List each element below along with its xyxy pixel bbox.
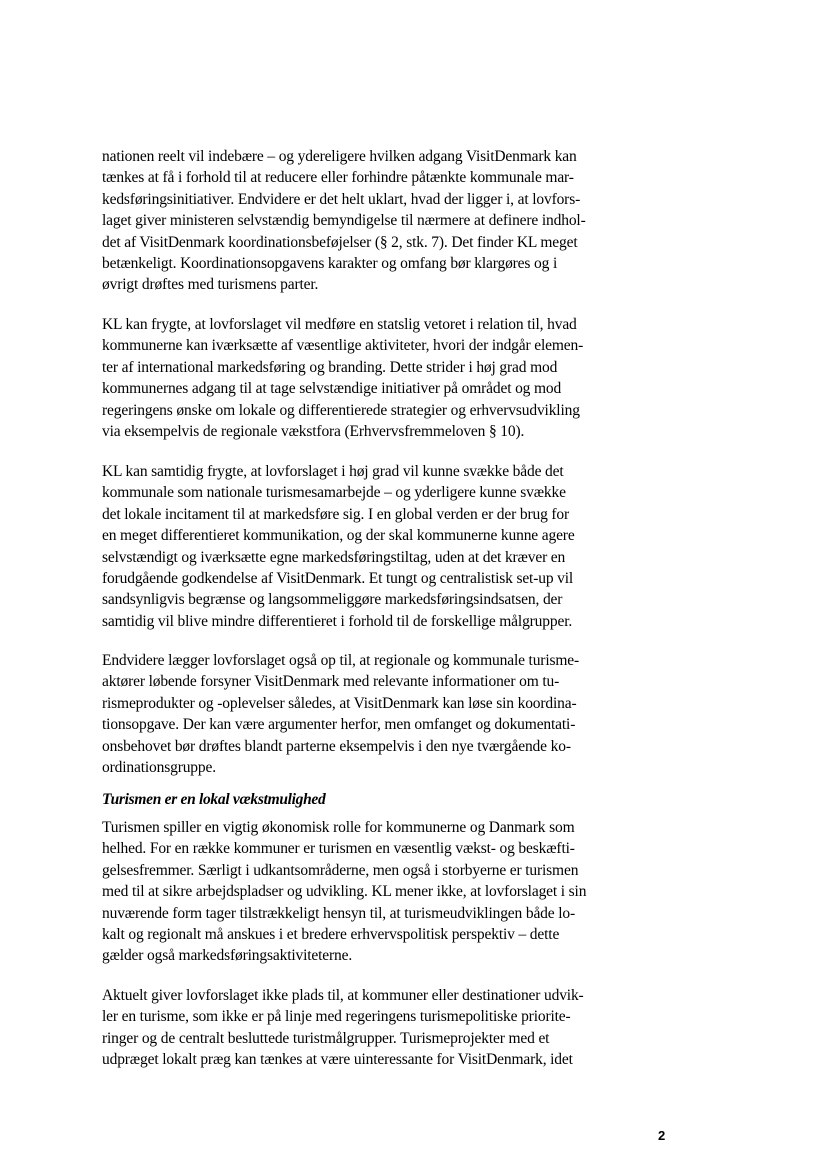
section-heading: Turismen er en lokal vækstmulighed — [102, 791, 326, 808]
text-line: via eksempelvis de regionale vækstfora (Erhvervsfremmeloven § 10). — [102, 423, 525, 441]
text-line: ler en turisme, som ikke er på linje med regeringens turismepolitiske priorite- — [102, 1008, 571, 1026]
text-line: øvrigt drøftes med turismens parter. — [102, 276, 319, 294]
text-line: KL kan frygte, at lovforslaget vil medføre en statslig vetoret i relation til, hvad — [102, 316, 577, 333]
text-line: en meget differentieret kommunikation, og der skal kommunerne kunne agere — [102, 527, 575, 545]
text-line: KL kan samtidig frygte, at lovforslaget i høj grad vil kunne svække både det — [102, 463, 564, 480]
text-line: kommunernes adgang til at tage selvstændige initiativer på området og mod — [102, 380, 562, 398]
paragraph-5 — [102, 817, 642, 967]
paragraph-1 — [102, 146, 642, 296]
text-line: kommunerne kan iværksætte af væsentlige aktiviteter, hvori der indgår elemen- — [102, 337, 584, 355]
text-line: regeringens ønske om lokale og differentierede strategier og erhvervsudvikling — [102, 401, 580, 419]
text-line: ringer og de centralt besluttede turistmålgrupper. Turismeprojekter med et — [102, 1029, 550, 1047]
text-line: nationen reelt vil indebære – og ydereligere hvilken adgang VisitDenmark kan — [102, 148, 577, 165]
text-line: kalt og regionalt må anskues i et bredere erhvervspolitisk perspektiv – dette — [102, 926, 560, 944]
paragraph-6 — [102, 985, 642, 1071]
paragraph-2 — [102, 314, 642, 442]
text-line: Aktuelt giver lovforslaget ikke plads til, at kommuner eller destinationer udvik- — [102, 987, 584, 1004]
text-line: gelsesfremmer. Særligt i udkantsområderne, men også i storbyerne er turismen — [102, 861, 579, 879]
text-line: tionsopgave. Der kan være argumenter herfor, men omfanget og dokumentati- — [102, 716, 576, 734]
text-line: sandsynligvis begrænse og langsommeliggøre markedsføringsindsatsen, der — [102, 591, 563, 609]
text-line: helhed. For en række kommuner er turismen en væsentlig vækst- og beskæfti- — [102, 840, 575, 858]
text-line: kommunale som nationale turismesamarbejde – og yderligere kunne svække — [102, 484, 566, 502]
page-number: 2 — [658, 1128, 666, 1143]
text-line: aktører løbende forsyner VisitDenmark med relevante informationer om tu- — [102, 673, 560, 691]
text-line: kedsføringsinitiativer. Endvidere er det helt uklart, hvad der ligger i, at lovfors- — [102, 190, 581, 208]
text-line: med til at sikre arbejdspladser og udvikling. KL mener ikke, at lovforslaget i sin — [102, 883, 587, 901]
text-line: Turismen spiller en vigtig økonomisk rolle for kommunerne og Danmark som — [102, 819, 575, 836]
paragraph-3 — [102, 461, 642, 632]
text-line: tænkes at få i forhold til at reducere eller forhindre påtænkte kommunale mar- — [102, 169, 574, 187]
text-line: selvstændigt og iværksætte egne markedsføringstiltag, uden at det kræver en — [102, 548, 566, 566]
text-line: rismeprodukter og -oplevelser således, at VisitDenmark kan løse sin koordina- — [102, 694, 577, 712]
paragraph-4 — [102, 650, 642, 778]
text-line: ordinationsgruppe. — [102, 759, 216, 777]
text-line: ter af international markedsføring og branding. Dette strider i høj grad mod — [102, 358, 558, 376]
text-line: gælder også markedsføringsaktiviteterne. — [102, 947, 353, 965]
text-line: det af VisitDenmark koordinationsbeføjelser (§ 2, stk. 7). Det finder KL meget — [102, 233, 578, 251]
text-line: forudgående godkendelse af VisitDenmark. Et tungt og centralistisk set-up vil — [102, 570, 574, 588]
text-line: det lokale incitament til at markedsføre sig. I en global verden er der brug for — [102, 505, 570, 523]
text-line: onsbehovet bør drøftes blandt parterne eksempelvis i den nye tværgående ko- — [102, 737, 571, 755]
text-line: laget giver ministeren selvstændig bemyndigelse til nærmere at definere indhol- — [102, 212, 586, 230]
text-line: udpræget lokalt præg kan tænkes at være uinteressante for VisitDenmark, idet — [102, 1051, 573, 1069]
text-line: samtidig vil blive mindre differentieret i forhold til de forskellige målgrupper. — [102, 612, 573, 630]
text-line: nuværende form tager tilstrækkeligt hensyn til, at turismeudviklingen både lo- — [102, 904, 576, 922]
text-line: betænkeligt. Koordinationsopgavens karakter og omfang bør klargøres og i — [102, 255, 558, 273]
text-line: Endvidere lægger lovforslaget også op til, at regionale og kommunale turisme- — [102, 652, 580, 669]
